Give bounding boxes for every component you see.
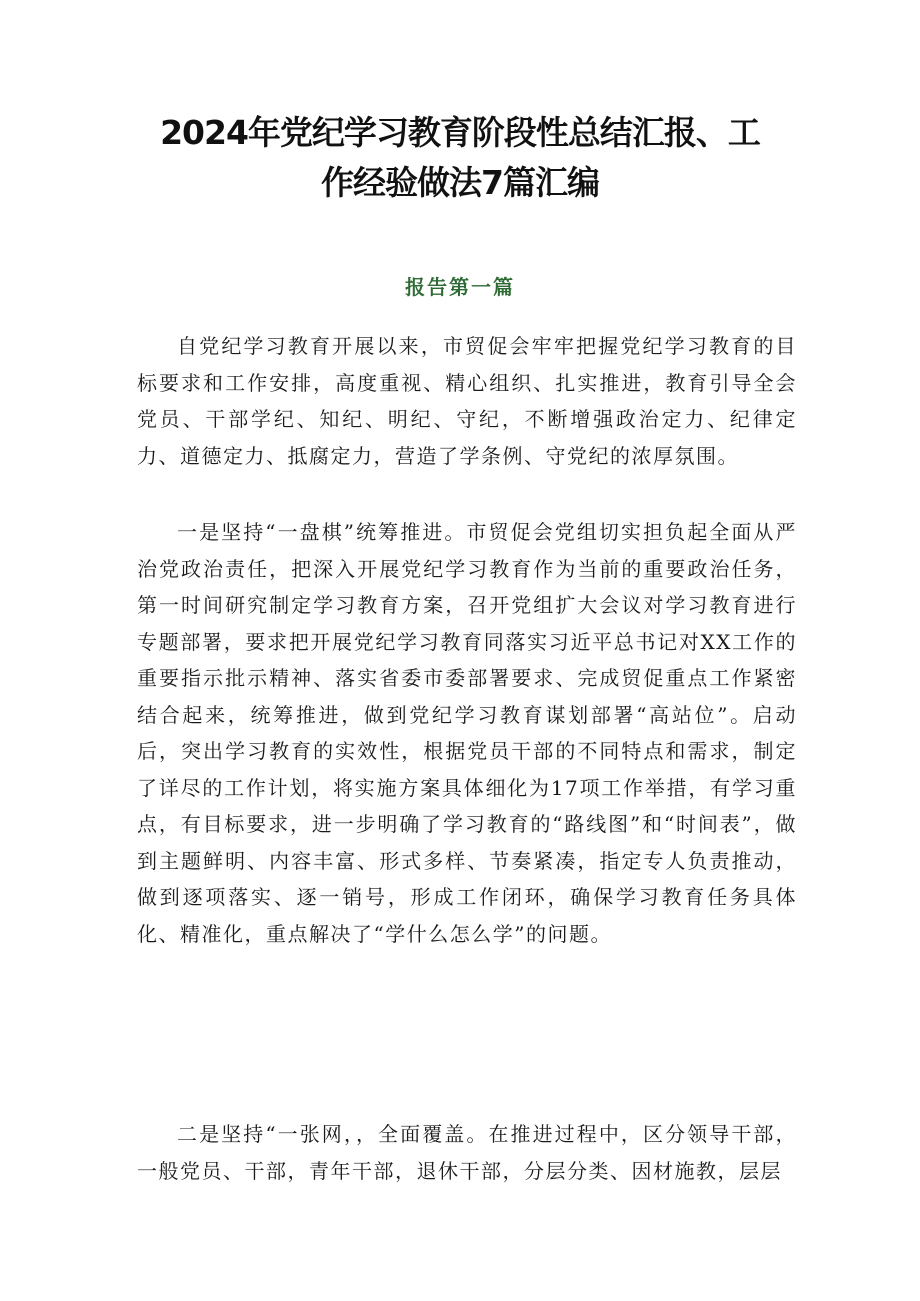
body-paragraph-first-point: 一是坚持“一盘棋”统筹推进。市贸促会党组切实担负起全面从严治党政治责任，把深入开展党纪学习教育作为当前的重要政治任务，第一时间研究制定学习教育方案，召开党组扩大会议对学习教育进行专题部署，要求把开展党纪学习教育同落实习近平总书记对XX工作的重要指示批示精神、落实省委市委部署要求、完成贸促重点工作紧密结合起来，统筹推进，做到党纪学习教育谋划部署“高站位”。启动后，突出学习教育的实效性，根据党员干部的不同特点和需求，制定了详尽的工作计划，将实施方案具体细化为17项工作举措，有学习重点，有目标要求，进一步明确了学习教育的“路线图”和“时间表”，做到主题鲜明、内容丰富、形式多样、节奏紧凑，指定专人负责推动，做到逐项落实、逐一销号，形成工作闭环，确保学习教育任务具体化、精准化，重点解决了“学什么怎么学”的问题。 bbox=[137, 520, 797, 946]
section-heading: 报告第一篇 bbox=[405, 275, 515, 299]
body-paragraph-intro: 自党纪学习教育开展以来，市贸促会牢牢把握党纪学习教育的目标要求和工作安排，高度重视、精心组织、扎实推进，教育引导全会党员、干部学纪、知纪、明纪、守纪，不断增强政治定力、纪律定力、道德定力、抵腐定力，营造了学条例、守党纪的浓厚氛围。 bbox=[137, 334, 797, 468]
body-paragraph-second-point: 二是坚持“一张网，，全面覆盖。在推进过程中，区分领导干部，一般党员、干部，青年干部，退休干部，分层分类、因材施教，层层 bbox=[137, 1122, 797, 1183]
document-title bbox=[110, 108, 810, 208]
document-title-line-1: 2024年党纪学习教育阶段性总结汇报、工 bbox=[160, 113, 760, 152]
document-title-line-2: 作经验做法7篇汇编 bbox=[321, 163, 599, 202]
